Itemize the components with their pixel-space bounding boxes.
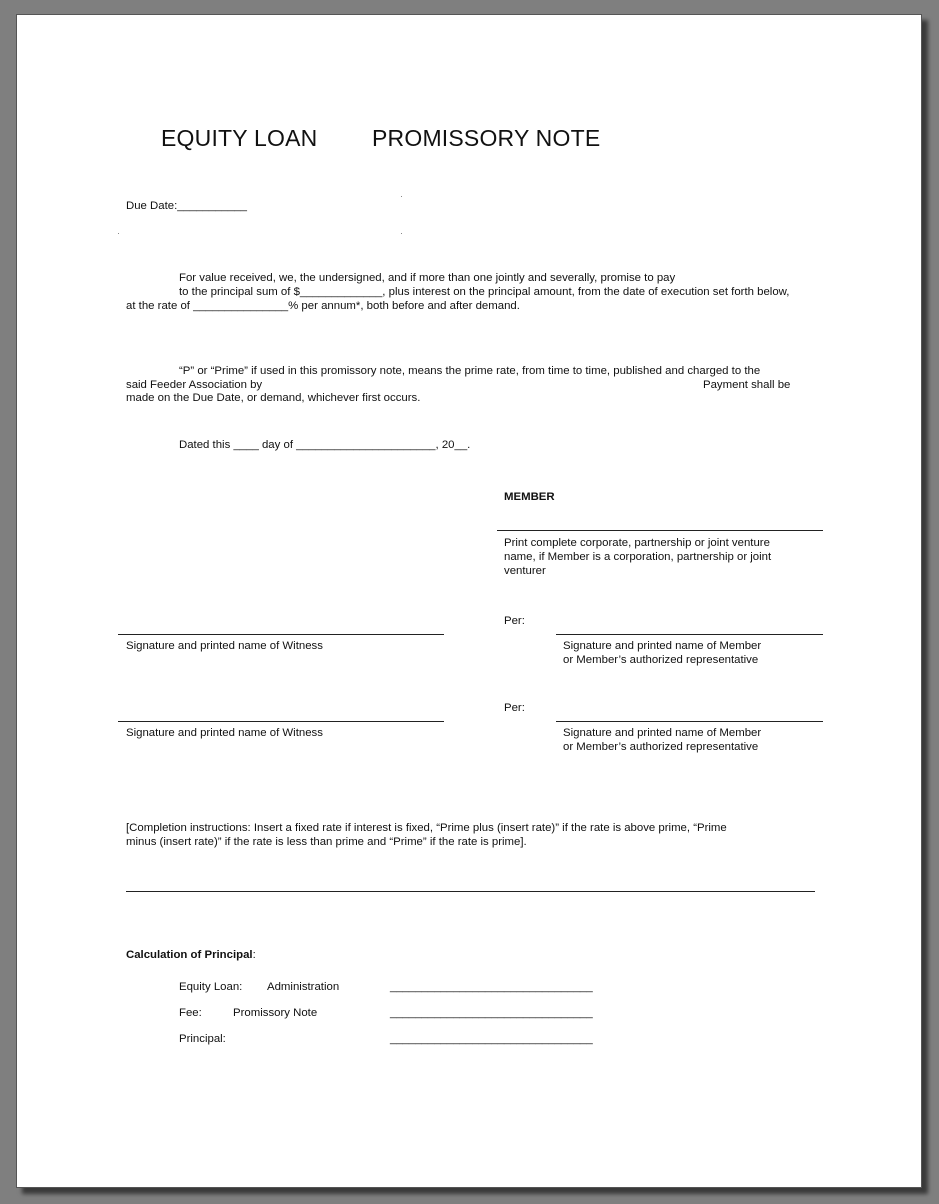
scan-dot (401, 233, 402, 234)
witness-label-2: Signature and printed name of Witness (126, 727, 323, 739)
calc-row1-label: Equity Loan: (179, 981, 243, 993)
paragraph1-line3: at the rate of _______________% per annum*, both before and after demand. (126, 300, 520, 312)
member-heading: MEMBER (504, 491, 555, 503)
title-promissory-note: PROMISSORY NOTE (372, 125, 601, 151)
witness-signature-line-1 (118, 634, 444, 635)
member-sig-label-2a: Signature and printed name of Member (563, 727, 762, 739)
member-sig-label-2b: or Member’s authorized representative (563, 741, 759, 753)
member-sig-label-1a: Signature and printed name of Member (563, 640, 762, 652)
calc-row2-label: Fee: (179, 1007, 202, 1019)
calc-row1-sublabel: Administration (267, 981, 340, 993)
calc-row2-blank: ________________________________ (390, 1007, 593, 1019)
dated-line: Dated this ____ day of ______________________, 20__. (179, 439, 471, 451)
calc-row2-sublabel: Promissory Note (233, 1007, 318, 1019)
member-signature-line-1 (556, 634, 823, 635)
per-label-1: Per: (504, 615, 525, 627)
member-print-line3: venturer (504, 565, 546, 577)
scan-dot (401, 196, 402, 197)
paragraph2-line1: “P” or “Prime” if used in this promissory note, means the prime rate, from time to time, published and charged to the (179, 365, 761, 377)
witness-label-1: Signature and printed name of Witness (126, 640, 323, 652)
paragraph1-line2: to the principal sum of $_____________, plus interest on the principal amount, from the date of execution set forth below, (179, 286, 790, 298)
document-page (16, 14, 922, 1188)
instructions-line2: minus (insert rate)” if the rate is less than prime and “Prime” if the rate is prime]. (126, 836, 527, 848)
title-equity-loan: EQUITY LOAN (161, 125, 318, 151)
calc-row1-blank: ________________________________ (390, 981, 593, 993)
paragraph2-line3: made on the Due Date, or demand, whichever first occurs. (126, 392, 421, 404)
paragraph2-line2b: Payment shall be (703, 379, 791, 391)
section-divider (126, 891, 815, 892)
calc-row3-blank: ________________________________ (390, 1033, 593, 1045)
member-sig-label-1b: or Member’s authorized representative (563, 654, 759, 666)
scan-dot (118, 233, 119, 234)
instructions-line1: [Completion instructions: Insert a fixed rate if interest is fixed, “Prime plus (insert rate)” if the rate is above prime, “Prime (126, 822, 727, 834)
paragraph2-line2a: said Feeder Association by (126, 379, 263, 391)
witness-signature-line-2 (118, 721, 444, 722)
member-signature-line-2 (556, 721, 823, 722)
calc-row3-label: Principal: (179, 1033, 226, 1045)
per-label-2: Per: (504, 702, 525, 714)
calculation-heading-colon: : (252, 949, 256, 961)
member-print-line1: Print complete corporate, partnership or joint venture (504, 537, 770, 549)
member-name-line (497, 530, 823, 531)
due-date-field: Due Date:___________ (126, 200, 247, 212)
member-print-line2: name, if Member is a corporation, partnership or joint (504, 551, 772, 563)
paragraph1-line1: For value received, we, the undersigned, and if more than one jointly and severally, promise to pay (179, 272, 676, 284)
calculation-heading (126, 948, 256, 962)
calculation-heading-text: Calculation of Principal (126, 949, 253, 961)
